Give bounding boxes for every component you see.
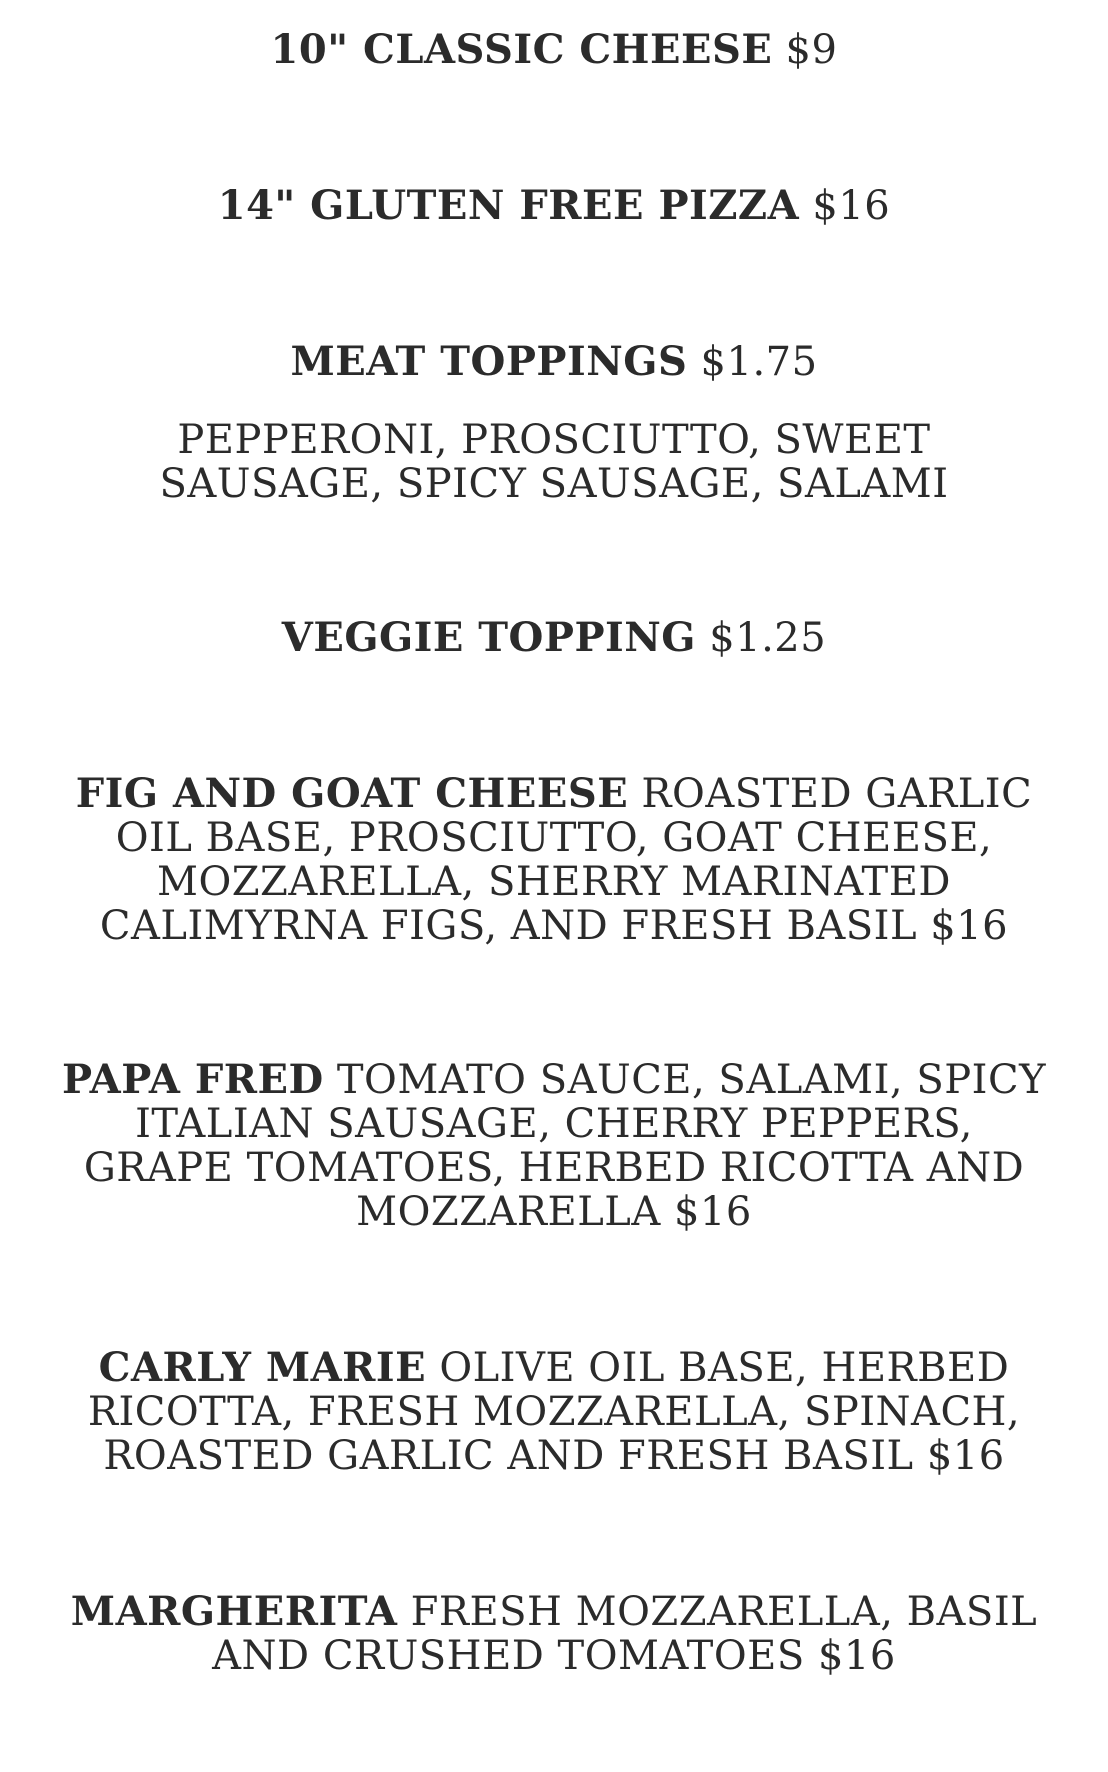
item-name: FIG AND GOAT CHEESE xyxy=(75,770,629,817)
item-name: MEAT TOPPINGS xyxy=(290,338,688,385)
item-price: $16 xyxy=(926,1433,1005,1479)
item-name: PAPA FRED xyxy=(62,1056,324,1103)
menu-item-fig-and-goat-cheese xyxy=(60,772,1048,948)
item-description: OLIVE OIL BASE, HERBED RICOTTA, FRESH MOZZARELLA, SPINACH, ROASTED GARLIC AND FRESH BASIL xyxy=(87,1345,1021,1479)
item-name: 14" GLUTEN FREE PIZZA xyxy=(217,182,800,229)
item-price: $16 xyxy=(930,903,1009,949)
item-description: FRESH MOZZARELLA, BASIL AND CRUSHED TOMATOES xyxy=(212,1589,1038,1679)
item-name: 10" CLASSIC CHEESE xyxy=(270,26,773,73)
item-name: VEGGIE TOPPING xyxy=(281,614,696,661)
item-description: TOMATO SAUCE, SALAMI, SPICY ITALIAN SAUSAGE, CHERRY PEPPERS, GRAPE TOMATOES, HERBED RICOTTA AND MOZZARELLA xyxy=(83,1057,1046,1235)
menu-item-meat-toppings xyxy=(60,340,1048,384)
menu-item-classic-cheese xyxy=(60,28,1048,72)
item-price: $16 xyxy=(812,183,891,229)
item-name: CARLY MARIE xyxy=(98,1344,427,1391)
menu-item-carly-marie xyxy=(60,1346,1048,1478)
item-price: $9 xyxy=(785,27,838,73)
meat-toppings-list: PEPPERONI, PROSCIUTTO, SWEET SAUSAGE, SPICY SAUSAGE, SALAMI xyxy=(159,417,949,507)
item-price: $1.25 xyxy=(709,615,827,661)
menu-item-margherita xyxy=(60,1590,1048,1678)
item-price: $16 xyxy=(673,1189,752,1235)
item-price: $16 xyxy=(817,1633,896,1679)
menu-item-veggie-topping xyxy=(60,616,1048,660)
item-name: MARGHERITA xyxy=(70,1588,398,1635)
menu-item-gluten-free-pizza xyxy=(60,184,1048,228)
item-description: ROASTED GARLIC OIL BASE, PROSCIUTTO, GOAT CHEESE, MOZZARELLA, SHERRY MARINATED CALIMYRNA FIGS, AND FRESH BASIL xyxy=(99,771,1033,949)
item-price: $1.75 xyxy=(700,339,818,385)
menu-item-papa-fred xyxy=(60,1058,1048,1234)
